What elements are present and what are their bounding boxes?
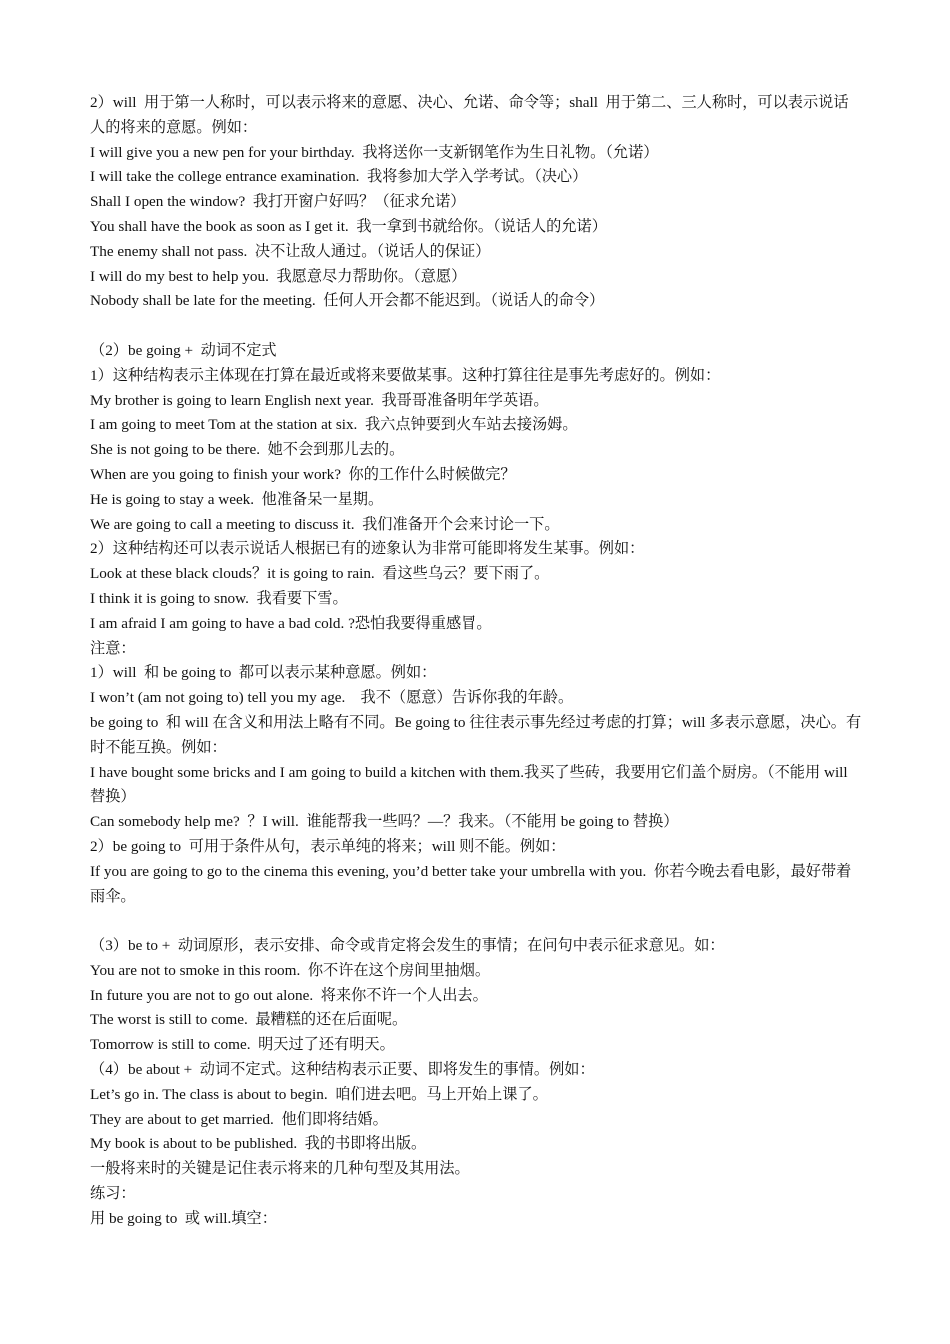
text-line: 1）will 和 be going to 都可以表示某种意愿。例如： xyxy=(90,664,437,682)
text-line: I won’t (am not going to) tell you my age. 我不（愿意）告诉你我的年龄。 xyxy=(90,689,574,707)
text-line: I have bought some bricks and I am going to build a kitchen with them.我买了些砖，我要用它们盖个厨房。（不能用 will 替换） xyxy=(90,763,852,806)
text-line: I will take the college entrance examination. 我将参加大学入学考试。（决心） xyxy=(90,168,588,186)
text-line: My brother is going to learn English next year. 我哥哥准备明年学英语。 xyxy=(90,391,549,409)
text-line: 2）will 用于第一人称时，可以表示将来的意愿、决心、允诺、命令等；shall 用于第二、三人称时，可以表示说话人的将来的意愿。例如： xyxy=(90,94,849,136)
text-line: I am going to meet Tom at the station at six. 我六点钟要到火车站去接汤姆。 xyxy=(90,416,578,434)
text-line: （2）be going + 动词不定式 xyxy=(90,341,277,359)
text-line: If you are going to go to the cinema this evening, you’d better take your umbrella with you. 你若今晚去看电影，最好带着雨伞。 xyxy=(90,862,852,905)
text-line: Tomorrow is still to come. 明天过了还有明天。 xyxy=(90,1036,395,1054)
document-page xyxy=(90,91,862,1232)
blank-line xyxy=(90,314,862,339)
text-line: I will give you a new pen for your birthday. 我将送你一支新钢笔作为生日礼物。（允诺） xyxy=(90,143,659,161)
text-line: She is not going to be there. 她不会到那儿去的。 xyxy=(90,441,405,459)
text-line: I am afraid I am going to have a bad cold. ?恐怕我要得重感冒。 xyxy=(90,614,492,632)
text-line: 一般将来时的关键是记住表示将来的几种句型及其用法。 xyxy=(90,1160,470,1178)
text-line: 1）这种结构表示主体现在打算在最近或将来要做某事。这种打算往往是事先考虑好的。例如： xyxy=(90,366,721,384)
text-line: 2）be going to 可用于条件从句，表示单纯的将来；will 则不能。例如： xyxy=(90,837,566,855)
text-line: Shall I open the window? 我打开窗户好吗？（征求允诺） xyxy=(90,193,466,211)
text-line: 注意： xyxy=(90,639,136,657)
text-line: 用 be going to 或 will.填空： xyxy=(90,1209,277,1227)
text-line: The enemy shall not pass. 决不让敌人通过。（说话人的保证） xyxy=(90,242,491,260)
blank-line xyxy=(90,909,862,934)
text-line: Can somebody help me? ？I will. 谁能帮我一些吗？—？我来。（不能用 be going to 替换） xyxy=(90,813,679,831)
text-line: （3）be to + 动词原形，表示安排、命令或肯定将会发生的事情；在问句中表示征求意见。如： xyxy=(90,937,725,955)
text-line: My book is about to be published. 我的书即将出版。 xyxy=(90,1135,427,1153)
text-line: They are about to get married. 他们即将结婚。 xyxy=(90,1110,388,1128)
text-line: The worst is still to come. 最糟糕的还在后面呢。 xyxy=(90,1011,408,1029)
text-line: You are not to smoke in this room. 你不许在这个房间里抽烟。 xyxy=(90,961,491,979)
text-line: be going to 和 will 在含义和用法上略有不同。Be going to 往往表示事先经过考虑的打算；will 多表示意愿，决心。有时不能互换。例如： xyxy=(90,713,862,756)
text-line: （4）be about + 动词不定式。这种结构表示正要、即将发生的事情。例如： xyxy=(90,1061,595,1079)
text-line: Look at these black clouds？it is going to rain. 看这些乌云？要下雨了。 xyxy=(90,565,550,583)
text-line: Nobody shall be late for the meeting. 任何人开会都不能迟到。（说话人的命令） xyxy=(90,292,605,310)
text-line: 练习： xyxy=(90,1185,136,1203)
text-line: 2）这种结构还可以表示说话人根据已有的迹象认为非常可能即将发生某事。例如： xyxy=(90,540,645,558)
text-line: We are going to call a meeting to discuss it. 我们准备开个会来讨论一下。 xyxy=(90,515,560,533)
text-line: In future you are not to go out alone. 将来你不许一个人出去。 xyxy=(90,986,488,1004)
text-line: He is going to stay a week. 他准备呆一星期。 xyxy=(90,490,384,508)
text-line: Let’s go in. The class is about to begin. 咱们进去吧。马上开始上课了。 xyxy=(90,1085,548,1103)
text-line: I think it is going to snow. 我看要下雪。 xyxy=(90,589,348,607)
text-line: You shall have the book as soon as I get it. 我一拿到书就给你。（说话人的允诺） xyxy=(90,217,607,235)
text-line: I will do my best to help you. 我愿意尽力帮助你。（意愿） xyxy=(90,267,467,285)
text-line: When are you going to finish your work? 你的工作什么时候做完？ xyxy=(90,465,516,483)
